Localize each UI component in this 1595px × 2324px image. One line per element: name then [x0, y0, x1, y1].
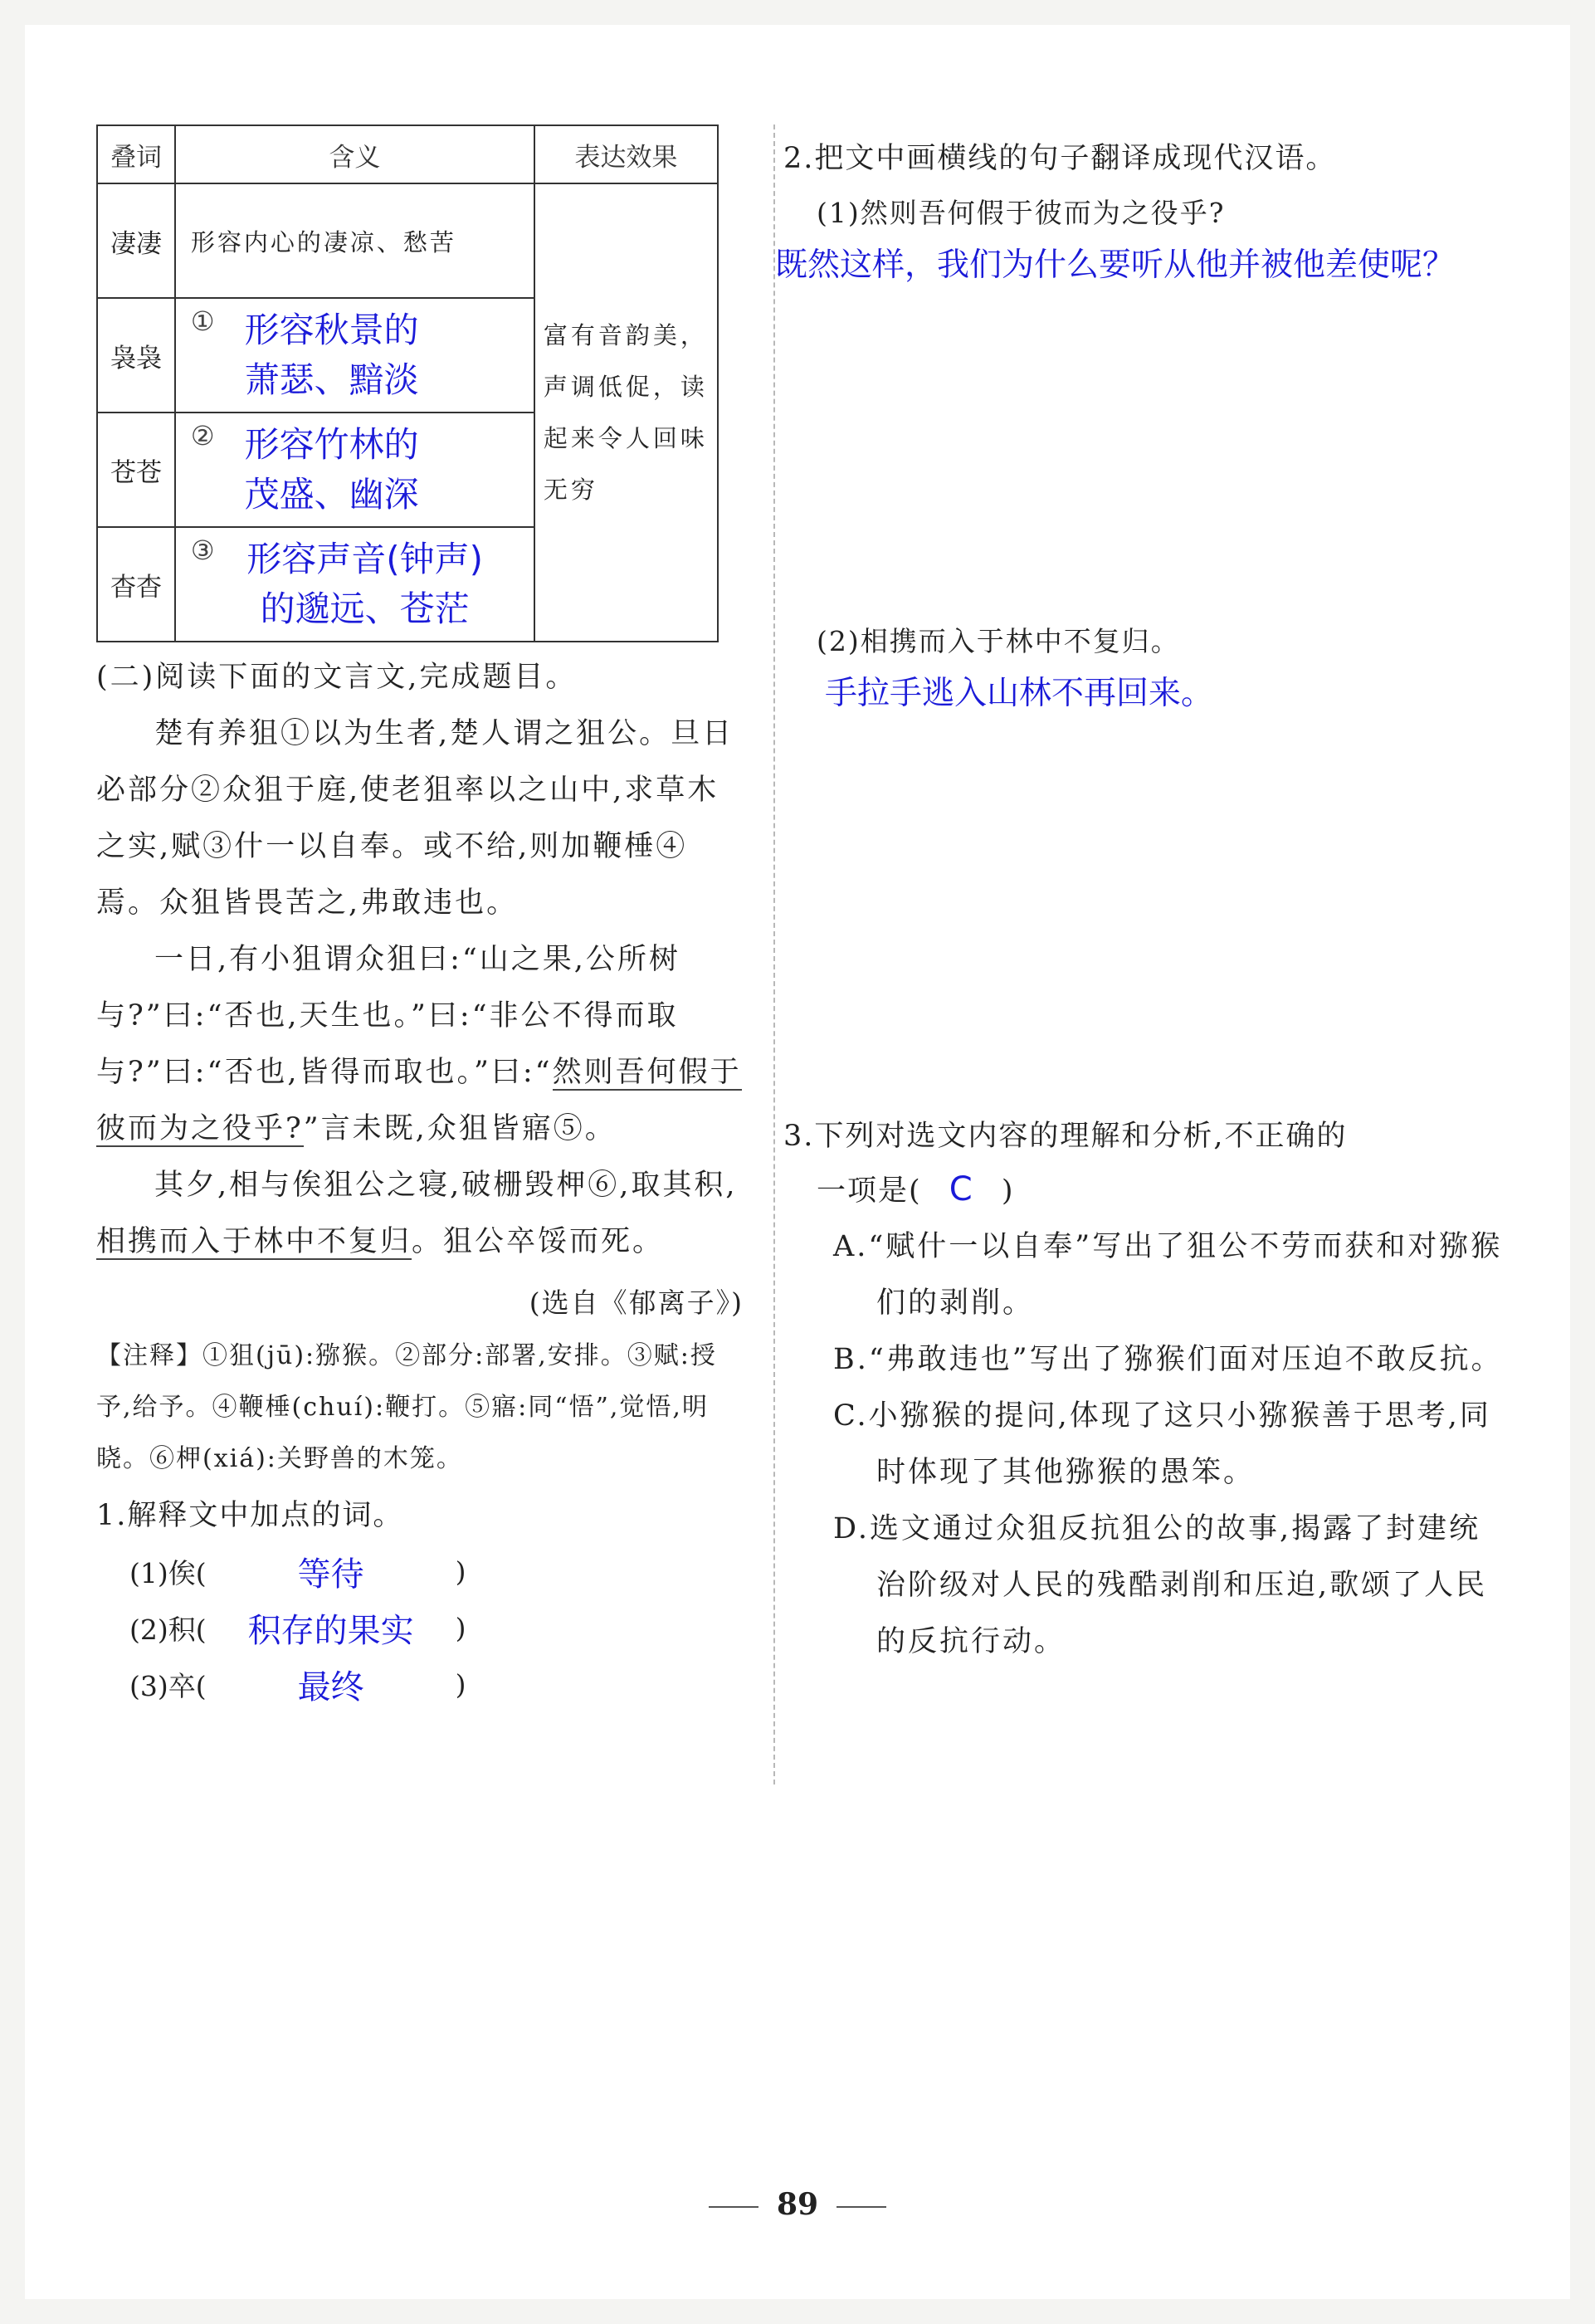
- right-column: [775, 124, 1505, 1670]
- handwritten-answer: 最终: [297, 1667, 364, 1706]
- table-header: 表达效果: [534, 125, 718, 183]
- q1-close: ): [455, 1667, 466, 1701]
- dash-right: [837, 2206, 886, 2208]
- page-number-text: 89: [776, 2187, 819, 2222]
- q1-close: ): [455, 1611, 466, 1644]
- column-divider: [773, 124, 775, 1784]
- q2-sentence-1: (1)然则吾何假于彼而为之役乎?: [817, 197, 1226, 229]
- table-word: 苍苍: [97, 413, 175, 527]
- table-header: 叠词: [97, 125, 175, 183]
- passage-text: 。狙公卒馁而死。: [412, 1225, 665, 1258]
- handwritten-answer: 既然这样，我们为什么要听从他并被他差使呢？: [775, 247, 1456, 284]
- page-number: [0, 2187, 1595, 2222]
- option-b: B.“弗敢违也”写出了猕猴们面对压迫不敢反抗。: [833, 1343, 1503, 1376]
- q1-label: (2)积(: [129, 1613, 207, 1646]
- passage-paragraph-1: 楚有养狙①以为生者,楚人谓之狙公。旦日必部分②众狙于庭,使老狙率以之山中,求草木之实,赋③什一以自奉。或不给,则加鞭棰④焉。众狙皆畏苦之,弗敢违也。: [96, 717, 734, 920]
- passage-text: ”言未既,众狙皆寤⑤。: [303, 1112, 617, 1145]
- handwritten-answer: 形容秋景的萧瑟、黯淡: [244, 310, 419, 400]
- table-effect: 富有音韵美，声调低促，读起来令人回味无穷: [534, 183, 718, 642]
- option-a: A.“赋什一以自奉”写出了狙公不劳而获和对猕猴们的剥削。: [833, 1230, 1503, 1320]
- q3-stem-text: 一项是(: [817, 1174, 922, 1208]
- underlined-sentence: 相携而入于林中不复归: [96, 1225, 412, 1258]
- handwritten-answer: 积存的果实: [247, 1611, 414, 1650]
- q1-label: (1)俟(: [129, 1556, 207, 1589]
- question-2-title: 2.把文中画横线的句子翻译成现代汉语。: [783, 142, 1337, 175]
- table-word: 杳杳: [97, 527, 175, 642]
- table-answer-cell: [175, 413, 534, 527]
- passage-paragraph-2: [96, 931, 744, 1157]
- table-meaning: 形容内心的凄凉、愁苦: [175, 183, 534, 298]
- passage-text: 其夕,相与俟狙公之寝,破栅毁柙⑥,取其积,: [154, 1169, 738, 1202]
- table-answer-cell: [175, 298, 534, 413]
- question-3-title: 3.下列对选文内容的理解和分析,不正确的: [783, 1120, 1348, 1153]
- question-3-stem: [783, 1164, 1505, 1218]
- passage-text: 一日,有小狙谓众狙曰:“山之果,公所树与?”曰:“否也,天生也。”曰:“非公不得而取与?”曰:“否也,皆得而取也。”曰:“: [96, 943, 680, 1089]
- answer-number: ③: [190, 535, 215, 566]
- question-1-title: 1.解释文中加点的词。: [96, 1499, 404, 1532]
- option-c: C.小猕猴的提问,体现了这只小猕猴善于思考,同时体现了其他猕猴的愚笨。: [833, 1399, 1491, 1489]
- q1-item: [96, 1543, 744, 1599]
- q1-item: [96, 1599, 744, 1656]
- handwritten-answer: 手拉手逃入山林不再回来。: [825, 675, 1214, 712]
- handwritten-answer: 形容声音(钟声)的邈远、苍茫: [246, 539, 483, 629]
- table-header-row: [97, 125, 718, 183]
- underlined-sentence: 然则吾何假于彼而为之役乎?: [96, 1056, 742, 1145]
- table-word: 凄凄: [97, 183, 175, 298]
- vocab-table: [96, 124, 719, 642]
- annotation-notes: 【注释】①狙(jū):猕猴。②部分:部署,安排。③赋:授予,给予。④鞭棰(chuí):鞭打。⑤寤:同“悟”,觉悟,明晓。⑥柙(xiá):关野兽的木笼。: [96, 1341, 717, 1473]
- handwritten-answer: 形容竹林的茂盛、幽深: [244, 424, 419, 515]
- source-citation: (选自《郁离子》): [529, 1286, 744, 1319]
- q2-sentence-2: (2)相携而入于林中不复归。: [817, 625, 1180, 657]
- left-column: [96, 124, 744, 1712]
- table-answer-cell: [175, 527, 534, 642]
- passage-paragraph-3: [96, 1157, 744, 1270]
- handwritten-answer: 等待: [297, 1555, 364, 1594]
- table-word: 袅袅: [97, 298, 175, 413]
- dash-left: [709, 2206, 758, 2208]
- q1-close: ): [455, 1555, 466, 1588]
- q1-item: [96, 1656, 744, 1712]
- handwritten-answer: C: [949, 1170, 974, 1208]
- section-title: (二)阅读下面的文言文,完成题目。: [96, 661, 578, 694]
- answer-number: ②: [190, 420, 215, 452]
- q1-label: (3)卒(: [129, 1669, 207, 1702]
- table-header: 含义: [175, 125, 534, 183]
- option-d: D.选文通过众狙反抗狙公的故事,揭露了封建统治阶级对人民的残酷剥削和压迫,歌颂了人民的反抗行动。: [833, 1512, 1488, 1658]
- q3-stem-close: ): [1001, 1174, 1015, 1208]
- table-row: [97, 183, 718, 298]
- answer-number: ①: [190, 305, 215, 337]
